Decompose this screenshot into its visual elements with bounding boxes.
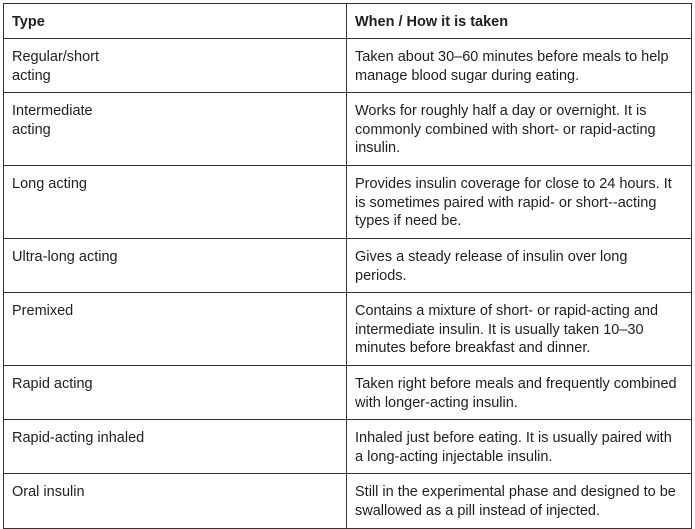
type-cell: Regular/short acting [4, 39, 347, 93]
table-row [4, 293, 692, 366]
type-cell: Premixed [4, 293, 347, 366]
type-cell: Oral insulin [4, 474, 347, 529]
table-row [4, 39, 692, 93]
insulin-types-table [3, 3, 692, 529]
description-cell: Still in the experimental phase and designed to be swallowed as a pill instead of injected. [347, 474, 692, 529]
type-cell: Intermediate acting [4, 93, 347, 166]
table-row [4, 366, 692, 420]
table-row [4, 93, 692, 166]
table-row [4, 474, 692, 529]
description-cell: Provides insulin coverage for close to 24 hours. It is sometimes paired with rapid- or short--acting types if need be. [347, 166, 692, 239]
description-cell: Gives a steady release of insulin over long periods. [347, 239, 692, 293]
table-row [4, 239, 692, 293]
type-cell: Rapid acting [4, 366, 347, 420]
description-cell: Contains a mixture of short- or rapid-acting and intermediate insulin. It is usually taken 10–30 minutes before breakfast and dinner. [347, 293, 692, 366]
table-row [4, 166, 692, 239]
table-row [4, 420, 692, 474]
type-cell: Rapid-acting inhaled [4, 420, 347, 474]
column-header-when-how: When / How it is taken [347, 4, 692, 39]
description-cell: Inhaled just before eating. It is usually paired with a long-acting injectable insulin. [347, 420, 692, 474]
description-cell: Works for roughly half a day or overnight. It is commonly combined with short- or rapid-acting insulin. [347, 93, 692, 166]
description-cell: Taken right before meals and frequently combined with longer-acting insulin. [347, 366, 692, 420]
table-header-row [4, 4, 692, 39]
description-cell: Taken about 30–60 minutes before meals to help manage blood sugar during eating. [347, 39, 692, 93]
type-cell: Long acting [4, 166, 347, 239]
column-header-type: Type [4, 4, 347, 39]
type-cell: Ultra-long acting [4, 239, 347, 293]
